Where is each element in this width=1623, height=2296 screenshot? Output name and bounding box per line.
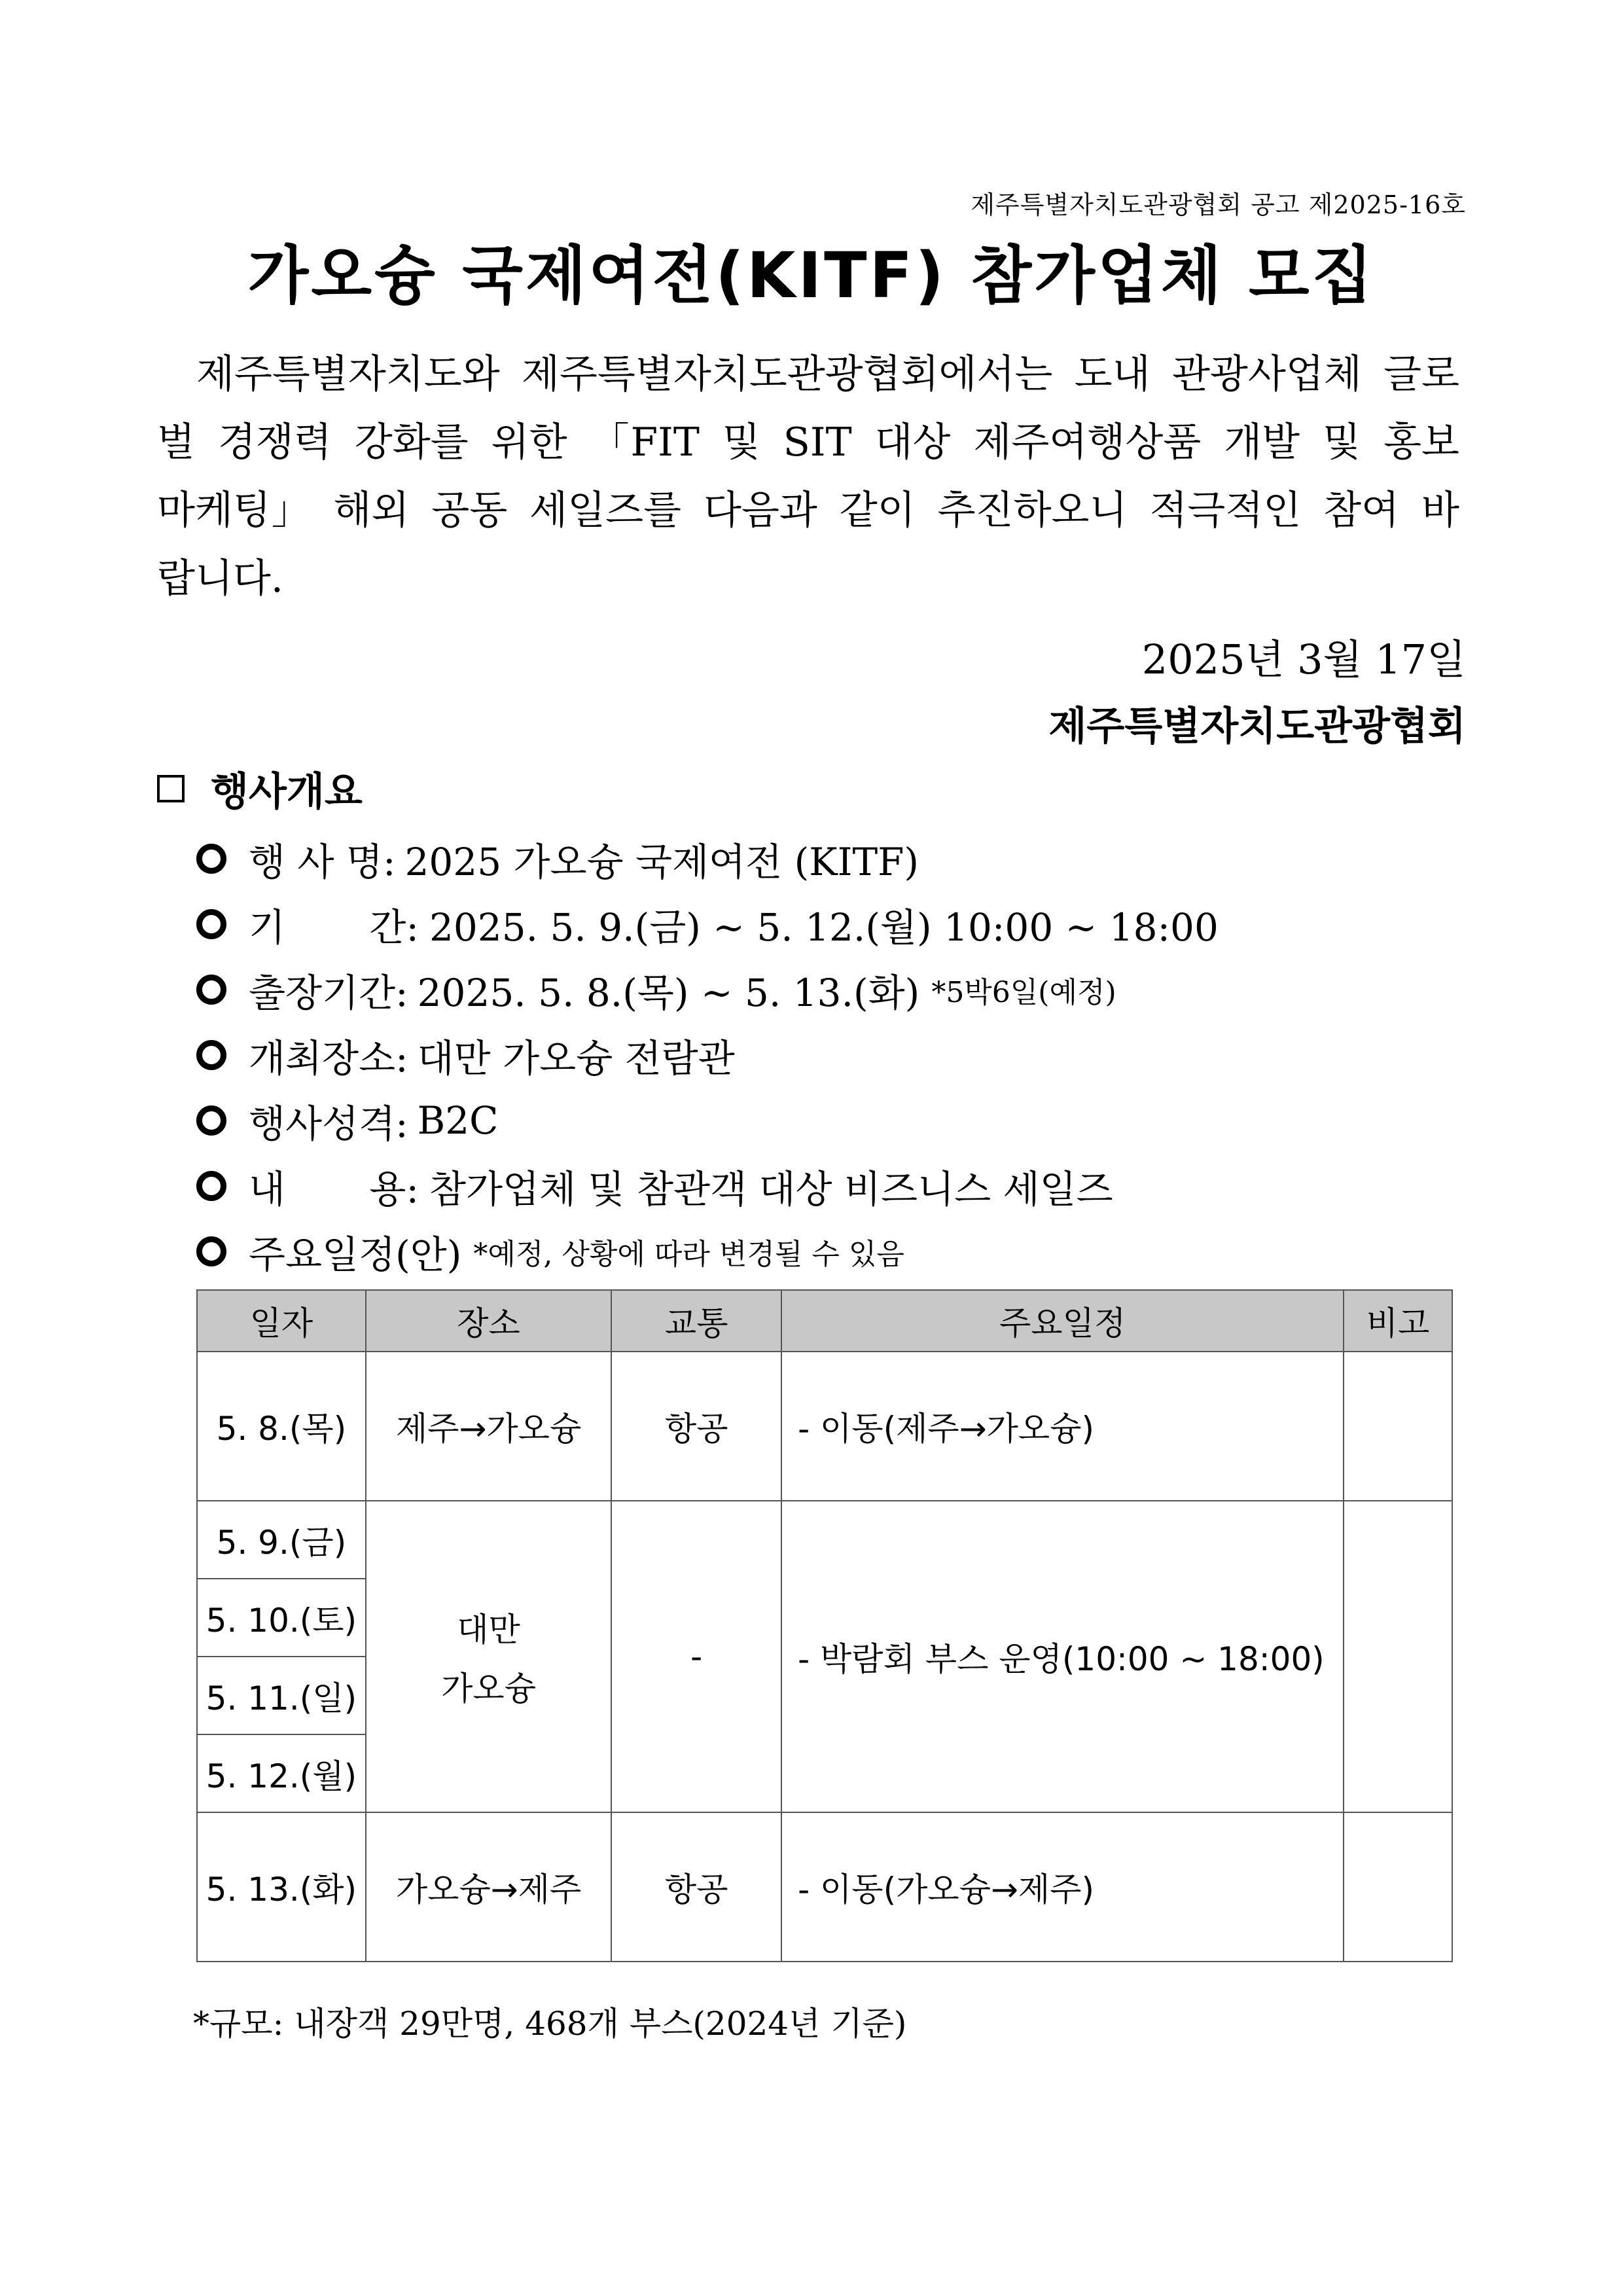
cell-date: 5. 8.(목) — [197, 1352, 366, 1501]
table-row — [197, 1352, 1452, 1501]
section-title: 행사개요 — [211, 769, 363, 815]
checkbox-square-icon — [157, 775, 185, 802]
table-row — [197, 1812, 1452, 1962]
cell-date: 5. 13.(화) — [197, 1812, 366, 1962]
overview-value: 2025 가오슝 국제여전 (KITF) — [404, 840, 919, 884]
cell-place: 가오슝→제주 — [366, 1812, 612, 1962]
cell-remark — [1344, 1812, 1452, 1962]
overview-label: 내 용: — [249, 1167, 419, 1211]
table-row — [197, 1501, 1452, 1579]
intro-paragraph: 제주특별자치도와 제주특별자치도관광협회에서는 도내 관광사업체 글로벌 경쟁력 강화를 위한 「FIT 및 SIT 대상 제주여행상품 개발 및 홍보마케팅」 해외 공동 세일즈를 다음과 같이 추진하오니 적극적인 참여 바랍니다. — [157, 351, 1459, 601]
overview-item-event-type — [196, 1088, 1219, 1153]
circle-bullet-icon — [196, 1040, 226, 1070]
cell-remark — [1344, 1352, 1452, 1501]
circle-bullet-icon — [196, 1171, 226, 1201]
cell-plan: - 이동(가오슝→제주) — [781, 1812, 1344, 1962]
overview-item-venue — [196, 1022, 1219, 1088]
cell-date: 5. 11.(일) — [197, 1657, 366, 1734]
overview-value: 2025. 5. 8.(목) ~ 5. 13.(화) — [417, 971, 920, 1015]
overview-note: *5박6일(예정) — [931, 976, 1116, 1009]
footnote: *규모: 내장객 29만명, 468개 부스(2024년 기준) — [193, 2005, 907, 2043]
overview-item-event-name — [196, 826, 1219, 891]
overview-item-period — [196, 891, 1219, 957]
cell-transport: 항공 — [611, 1352, 781, 1501]
section-heading — [157, 761, 363, 817]
issuing-organization: 제주특별자치도관광협회 — [1048, 704, 1466, 749]
overview-value: 2025. 5. 9.(금) ~ 5. 12.(월) 10:00 ~ 18:00 — [429, 905, 1219, 950]
document-title: 가오슝 국제여전(KITF) 참가업체 모집 — [247, 239, 1376, 312]
circle-bullet-icon — [196, 844, 226, 874]
overview-label: 주요일정(안) — [249, 1232, 462, 1277]
circle-bullet-icon — [196, 1105, 226, 1136]
overview-value: 참가업체 및 참관객 대상 비즈니스 세일즈 — [429, 1167, 1113, 1211]
cell-place — [366, 1501, 612, 1812]
overview-label: 출장기간: — [249, 971, 408, 1015]
circle-bullet-icon — [196, 1236, 226, 1266]
overview-label: 기 간: — [249, 905, 419, 950]
cell-plan: - 이동(제주→가오슝) — [781, 1352, 1344, 1501]
cell-remark — [1344, 1501, 1452, 1812]
overview-item-content — [196, 1153, 1219, 1219]
header-place: 장소 — [366, 1290, 612, 1352]
header-remark: 비고 — [1344, 1290, 1452, 1352]
cell-date: 5. 12.(월) — [197, 1734, 366, 1812]
notice-number: 제주특별자치도관광협회 공고 제2025-16호 — [971, 190, 1466, 219]
cell-plan: - 박람회 부스 운영(10:00 ~ 18:00) — [781, 1501, 1344, 1812]
notice-date: 2025년 3월 17일 — [1141, 636, 1466, 683]
overview-value: 대만 가오슝 전람관 — [417, 1036, 735, 1081]
cell-date: 5. 9.(금) — [197, 1501, 366, 1579]
circle-bullet-icon — [196, 909, 226, 939]
overview-item-schedule — [196, 1219, 1219, 1284]
header-transport: 교통 — [611, 1290, 781, 1352]
cell-transport: - — [611, 1501, 781, 1812]
overview-label: 개최장소: — [249, 1036, 408, 1081]
header-plan: 주요일정 — [781, 1290, 1344, 1352]
overview-list — [196, 826, 1219, 1284]
header-date: 일자 — [197, 1290, 366, 1352]
place-line: 가오슝 — [441, 1670, 537, 1708]
overview-value: B2C — [417, 1098, 499, 1143]
cell-transport: 항공 — [611, 1812, 781, 1962]
overview-label: 행 사 명: — [249, 840, 396, 884]
table-header-row — [197, 1290, 1452, 1352]
circle-bullet-icon — [196, 975, 226, 1005]
place-line: 대만 — [457, 1611, 520, 1649]
schedule-table — [196, 1289, 1453, 1962]
overview-note: *예정, 상황에 따라 변경될 수 있음 — [473, 1238, 904, 1271]
overview-label: 행사성격: — [249, 1102, 408, 1146]
cell-date: 5. 10.(토) — [197, 1579, 366, 1657]
overview-item-trip-period — [196, 957, 1219, 1022]
cell-place: 제주→가오슝 — [366, 1352, 612, 1501]
